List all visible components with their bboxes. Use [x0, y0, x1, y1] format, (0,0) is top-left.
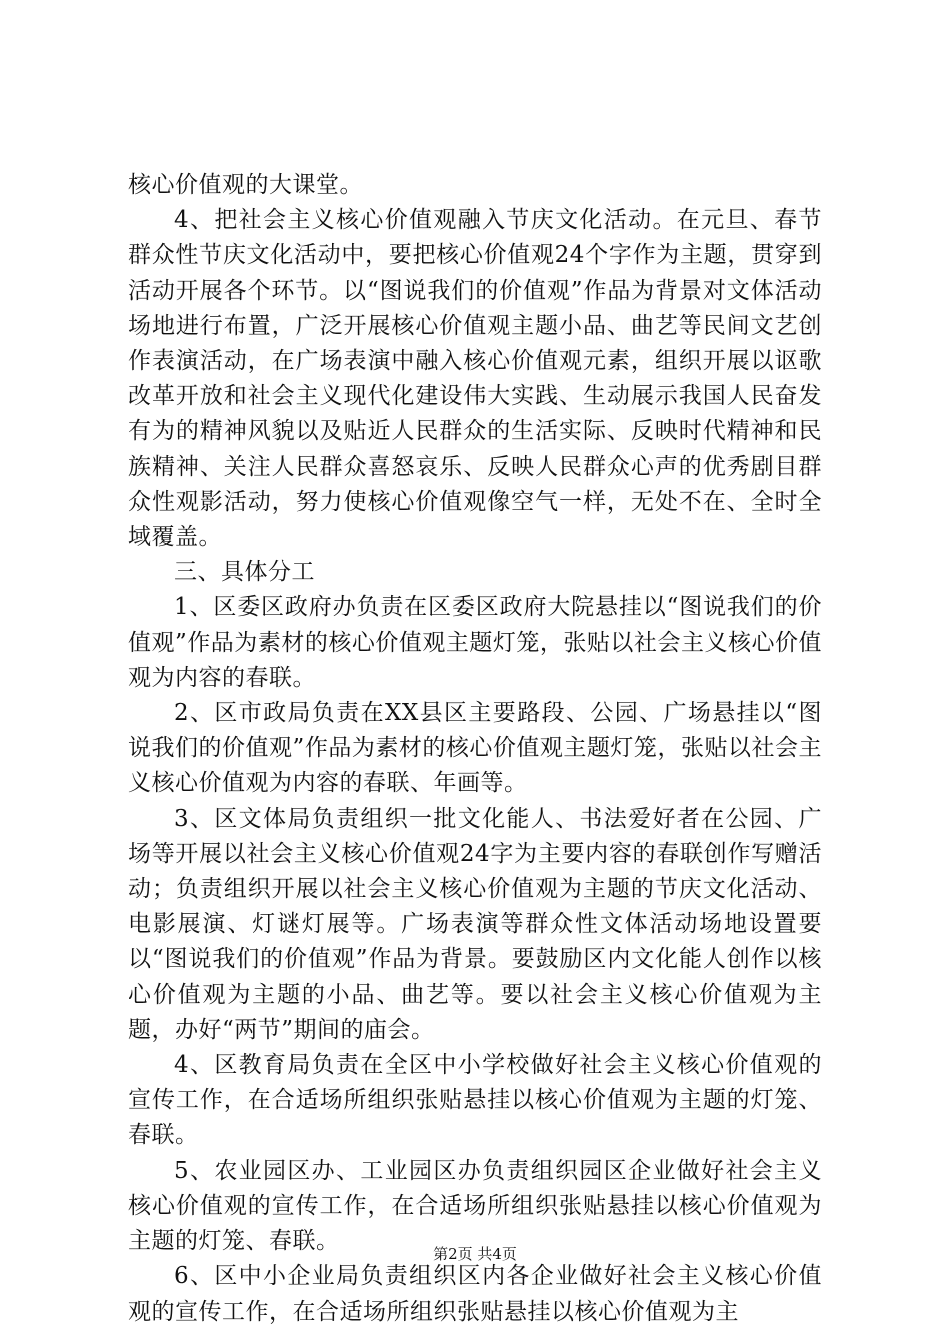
- paragraph-item-4-festival-activities: 4、把社会主义核心价值观融入节庆文化活动。在元旦、春节群众性节庆文化活动中，要把核心价值观24个字作为主题，贯穿到活动开展各个环节。以“图说我们的价值观”作品为背景对文体活动场地进行布置，广泛开展核心价值观主题小品、曲艺等民间文艺创作表演活动，在广场表演中融入核心价值观元素，组织开展以讴歌改革开放和社会主义现代化建设伟大实践、生动展示我国人民奋发有为的精神风貌以及贴近人民群众的生活实际、反映时代精神和民族精神、关注人民群众喜怒哀乐、反映人民群众心声的优秀剧目群众性观影活动，努力使核心价值观像空气一样，无处不在、全时全域覆盖。: [128, 207, 822, 551]
- paragraph-item-4: 4、区教育局负责在全区中小学校做好社会主义核心价值观的宣传工作，在合适场所组织张贴悬挂以核心价值观为主题的灯笼、春联。: [128, 1052, 822, 1149]
- document-body: [128, 168, 822, 1330]
- paragraph-item-2: 2、区市政局负责在XX县区主要路段、公园、广场悬挂以“图说我们的价值观”作品为素材的核心价值观主题灯笼，张贴以社会主义核心价值观为内容的春联、年画等。: [128, 700, 822, 797]
- paragraph-item-6: 6、区中小企业局负责组织区内各企业做好社会主义核心价值观的宣传工作，在合适场所组织张贴悬挂以核心价值观为主: [128, 1263, 822, 1325]
- section-heading-division-of-work: 三、具体分工: [174, 559, 315, 586]
- paragraph-continuation: 核心价值观的大课堂。: [128, 172, 363, 198]
- paragraph-item-5: 5、农业园区办、工业园区办负责组织园区企业做好社会主义核心价值观的宣传工作，在合适场所组织张贴悬挂以核心价值观为主题的灯笼、春联。: [128, 1157, 822, 1255]
- paragraph-item-1: 1、区委区政府办负责在区委区政府大院悬挂以“图说我们的价值观”作品为素材的核心价值观主题灯笼，张贴以社会主义核心价值观为内容的春联。: [128, 594, 822, 691]
- page-number-footer: 第2页 共4页: [433, 1245, 517, 1263]
- paragraph-item-3: 3、区文体局负责组织一批文化能人、书法爱好者在公园、广场等开展以社会主义核心价值观24字为主要内容的春联创作写赠活动；负责组织开展以社会主义核心价值观为主题的节庆文化活动、电影展演、灯谜灯展等。广场表演等群众性文体活动场地设置要以“图说我们的价值观”作品为背景。要鼓励区内文化能人创作以核心价值观为主题的小品、曲艺等。要以社会主义核心价值观为主题，办好“两节”期间的庙会。: [128, 805, 822, 1043]
